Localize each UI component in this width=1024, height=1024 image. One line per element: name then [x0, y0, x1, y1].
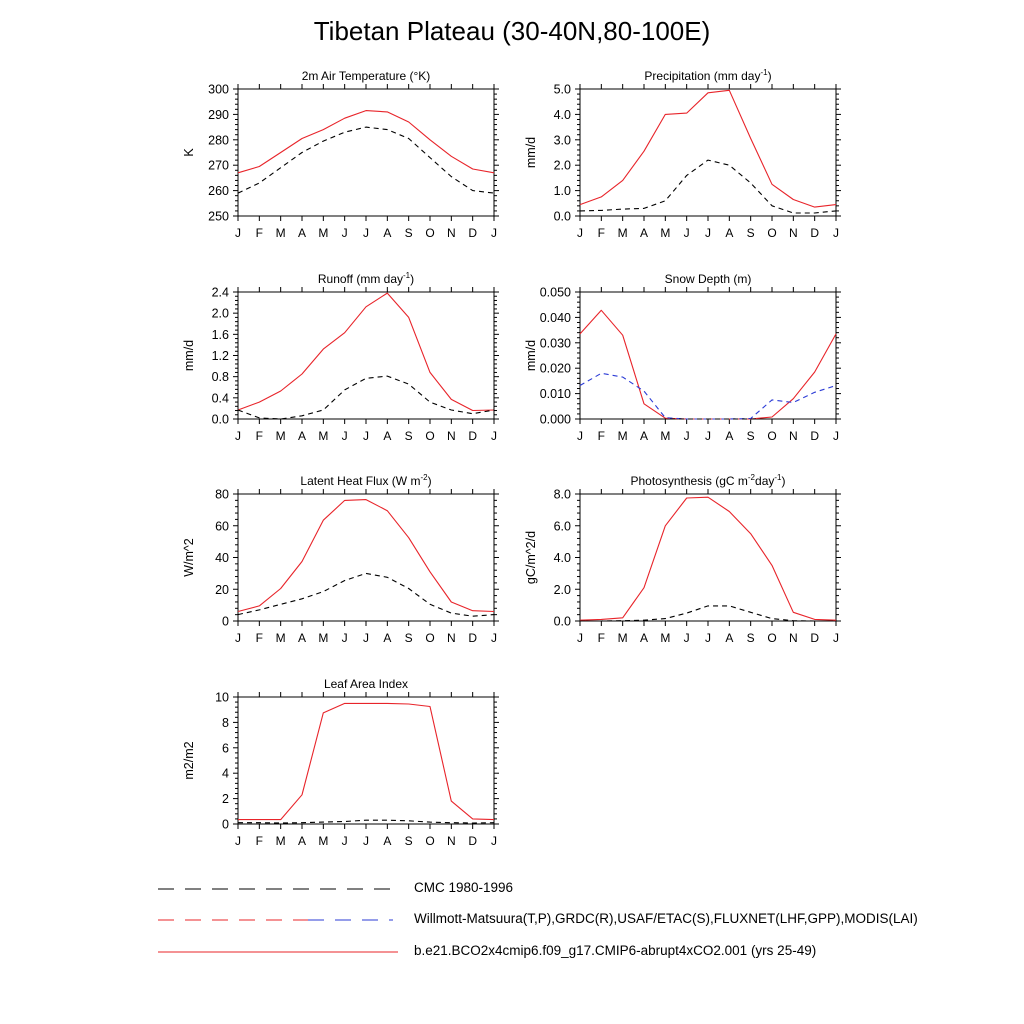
- y-tick-label: 1.2: [211, 349, 229, 363]
- x-tick-label: F: [255, 631, 264, 645]
- x-tick-label: O: [767, 631, 777, 645]
- legend-label-observations: Willmott-Matsuura(T,P),GRDC(R),USAF/ETAC(S),FLUXNET(LHF,GPP),MODIS(LAI): [414, 911, 918, 926]
- x-tick-label: J: [683, 226, 690, 240]
- x-tick-label: D: [468, 226, 478, 240]
- x-tick-label: M: [660, 429, 671, 443]
- x-tick-label: J: [705, 226, 711, 240]
- x-tick-label: D: [468, 631, 478, 645]
- x-tick-label: N: [446, 834, 456, 848]
- legend-label-cmc: CMC 1980-1996: [414, 880, 514, 895]
- x-tick-label: M: [318, 631, 329, 645]
- y-tick-label: 0.0: [211, 412, 229, 427]
- series-line-1: [580, 497, 836, 620]
- x-tick-label: F: [597, 631, 606, 645]
- x-tick-label: M: [275, 631, 286, 645]
- legend-dash-red-blue-icon: [158, 911, 398, 931]
- y-axis-label: gC/m^2/d: [524, 530, 538, 585]
- x-tick-label: J: [341, 834, 348, 848]
- chart-panel-5: [182, 473, 499, 645]
- y-tick-label: 3.0: [553, 133, 571, 148]
- chart-panel-6: [524, 473, 841, 645]
- x-tick-label: A: [383, 226, 392, 240]
- chart-title: 2m Air Temperature (°K): [301, 69, 431, 83]
- x-tick-label: J: [577, 429, 583, 443]
- x-tick-label: D: [468, 834, 478, 848]
- x-tick-label: J: [235, 429, 241, 443]
- series-line-1: [580, 310, 836, 419]
- x-tick-label: J: [683, 631, 690, 645]
- x-tick-label: F: [597, 226, 606, 240]
- x-tick-label: J: [577, 631, 583, 645]
- y-tick-label: 6.0: [553, 519, 571, 534]
- plot-frame: [238, 494, 494, 621]
- chart-panel-1: [182, 69, 499, 240]
- y-tick-label: 80: [215, 487, 229, 502]
- y-axis-label: mm/d: [524, 136, 538, 169]
- x-tick-label: A: [639, 226, 649, 240]
- x-tick-label: A: [639, 631, 649, 645]
- x-tick-label: A: [297, 226, 307, 240]
- page-title: Tibetan Plateau (30-40N,80-100E): [313, 16, 711, 46]
- x-tick-label: J: [491, 834, 497, 848]
- x-tick-label: M: [318, 834, 329, 848]
- y-tick-label: 40: [215, 551, 229, 565]
- x-tick-label: A: [297, 834, 307, 848]
- chart-title: Leaf Area Index: [323, 677, 409, 691]
- x-tick-label: M: [318, 429, 329, 443]
- x-tick-label: F: [255, 429, 264, 443]
- y-tick-label: 260: [208, 184, 229, 199]
- y-axis-label: W/m^2: [182, 538, 196, 577]
- y-tick-label: 2.0: [211, 306, 229, 321]
- x-tick-label: S: [746, 226, 755, 240]
- legend-label-model: b.e21.BCO2x4cmip6.f09_g17.CMIP6-abrupt4xCO2.001 (yrs 25-49): [414, 943, 817, 958]
- y-tick-label: 270: [208, 158, 229, 173]
- x-tick-label: J: [363, 226, 369, 240]
- plot-frame: [238, 89, 494, 216]
- x-tick-label: J: [235, 226, 241, 240]
- x-tick-label: M: [275, 834, 286, 848]
- x-tick-label: S: [404, 226, 413, 240]
- x-tick-label: O: [425, 429, 435, 443]
- series-line-1: [238, 703, 494, 819]
- x-tick-label: A: [639, 429, 649, 443]
- x-tick-label: F: [597, 429, 606, 443]
- x-tick-label: J: [577, 226, 583, 240]
- y-tick-label: 8.0: [553, 487, 571, 502]
- y-axis-label: mm/d: [182, 339, 196, 372]
- x-tick-label: S: [746, 631, 755, 645]
- y-tick-label: 6: [222, 741, 229, 756]
- y-tick-label: 0.020: [539, 361, 571, 376]
- x-tick-label: D: [468, 429, 478, 443]
- y-tick-label: 290: [208, 107, 229, 122]
- chart-panel-2: [524, 68, 841, 240]
- series-line-1: [238, 500, 494, 612]
- y-tick-label: 10: [215, 690, 229, 705]
- y-tick-label: 0.0: [553, 614, 571, 629]
- x-tick-label: J: [833, 226, 839, 240]
- x-tick-label: A: [297, 429, 307, 443]
- y-tick-label: 1.0: [553, 184, 571, 199]
- legend-solid-red-icon: [158, 943, 398, 963]
- y-tick-label: 0: [222, 817, 229, 832]
- x-tick-label: M: [617, 429, 628, 443]
- x-tick-label: J: [705, 429, 711, 443]
- y-tick-label: 8: [222, 715, 229, 730]
- x-tick-label: J: [491, 429, 497, 443]
- y-tick-label: 20: [215, 582, 229, 597]
- y-tick-label: 0: [222, 614, 229, 629]
- y-tick-label: 250: [208, 209, 229, 224]
- series-line-2: [238, 127, 494, 193]
- x-tick-label: J: [833, 631, 839, 645]
- chart-panel-4: [524, 272, 841, 443]
- x-tick-label: J: [491, 226, 497, 240]
- y-tick-label: 0.8: [211, 370, 229, 385]
- x-tick-label: F: [255, 834, 264, 848]
- x-tick-label: J: [341, 226, 348, 240]
- series-line-1: [238, 111, 494, 173]
- x-tick-label: J: [235, 631, 241, 645]
- chart-title: Snow Depth (m): [664, 272, 752, 286]
- legend-dash-black-icon: [158, 880, 398, 900]
- x-tick-label: O: [767, 226, 777, 240]
- y-tick-label: 0.000: [539, 412, 571, 427]
- y-tick-label: 2.4: [211, 285, 229, 300]
- x-tick-label: D: [810, 226, 820, 240]
- plot-frame: [580, 89, 836, 216]
- x-tick-label: A: [725, 631, 734, 645]
- x-tick-label: M: [660, 631, 671, 645]
- x-tick-label: J: [363, 834, 369, 848]
- x-tick-label: J: [363, 429, 369, 443]
- x-tick-label: S: [404, 834, 413, 848]
- y-tick-label: 4.0: [553, 107, 571, 122]
- x-tick-label: S: [404, 429, 413, 443]
- series-line-2: [238, 376, 494, 419]
- x-tick-label: O: [767, 429, 777, 443]
- series-line-1: [238, 293, 494, 410]
- y-tick-label: 0.030: [539, 336, 571, 351]
- x-tick-label: S: [404, 631, 413, 645]
- x-tick-label: A: [297, 631, 307, 645]
- y-axis-label: m2/m2: [182, 741, 196, 780]
- x-tick-label: A: [725, 429, 734, 443]
- y-tick-label: 4: [222, 766, 229, 781]
- x-tick-label: J: [341, 429, 348, 443]
- x-tick-label: M: [275, 226, 286, 240]
- y-tick-label: 300: [208, 82, 229, 97]
- y-tick-label: 2: [222, 792, 229, 807]
- x-tick-label: J: [235, 834, 241, 848]
- x-tick-label: A: [383, 429, 392, 443]
- y-axis-label: mm/d: [524, 339, 538, 372]
- x-tick-label: D: [810, 429, 820, 443]
- y-tick-label: 5.0: [553, 82, 571, 97]
- y-tick-label: 4.0: [553, 551, 571, 565]
- series-line-2: [580, 373, 836, 419]
- y-tick-label: 2.0: [553, 158, 571, 173]
- y-axis-label: K: [182, 148, 196, 157]
- x-tick-label: O: [425, 226, 435, 240]
- chart-panel-7: [182, 677, 499, 848]
- x-tick-label: M: [617, 631, 628, 645]
- x-tick-label: N: [788, 226, 798, 240]
- x-tick-label: N: [446, 631, 456, 645]
- chart-title: Latent Heat Flux (W $m^{-2}$): [300, 473, 432, 488]
- y-tick-label: 60: [215, 519, 229, 534]
- y-tick-label: 2.0: [553, 582, 571, 597]
- y-tick-label: 1.6: [211, 327, 229, 342]
- x-tick-label: A: [383, 631, 392, 645]
- x-tick-label: J: [341, 631, 348, 645]
- x-tick-label: N: [446, 226, 456, 240]
- plot-frame: [580, 494, 836, 621]
- y-tick-label: 0.4: [211, 391, 229, 406]
- chart-title: Photosynthesis (gC $m^{-2}day^{-1}$): [630, 473, 786, 488]
- chart-title: Runoff (mm day$^{-1}$): [317, 271, 415, 286]
- x-tick-label: J: [363, 631, 369, 645]
- x-tick-label: J: [705, 631, 711, 645]
- x-tick-label: D: [810, 631, 820, 645]
- y-tick-label: 0.040: [539, 310, 571, 325]
- x-tick-label: F: [255, 226, 264, 240]
- x-tick-label: A: [383, 834, 392, 848]
- x-tick-label: N: [788, 631, 798, 645]
- series-line-2: [238, 573, 494, 616]
- y-tick-label: 0.050: [539, 285, 571, 300]
- x-tick-label: M: [275, 429, 286, 443]
- x-tick-label: A: [725, 226, 734, 240]
- x-tick-label: M: [660, 226, 671, 240]
- x-tick-label: O: [425, 834, 435, 848]
- x-tick-label: S: [746, 429, 755, 443]
- series-line-2: [580, 160, 836, 213]
- series-line-1: [580, 90, 836, 207]
- x-tick-label: N: [788, 429, 798, 443]
- x-tick-label: O: [425, 631, 435, 645]
- x-tick-label: N: [446, 429, 456, 443]
- x-tick-label: M: [617, 226, 628, 240]
- x-tick-label: J: [683, 429, 690, 443]
- x-tick-label: M: [318, 226, 329, 240]
- y-tick-label: 0.0: [553, 209, 571, 224]
- x-tick-label: J: [491, 631, 497, 645]
- plot-frame: [238, 292, 494, 419]
- chart-title: Precipitation (mm day$^{-1}$): [644, 68, 772, 83]
- y-tick-label: 280: [208, 133, 229, 148]
- series-line-2: [238, 820, 494, 823]
- chart-panel-3: [182, 271, 499, 443]
- y-tick-label: 0.010: [539, 387, 571, 402]
- x-tick-label: J: [833, 429, 839, 443]
